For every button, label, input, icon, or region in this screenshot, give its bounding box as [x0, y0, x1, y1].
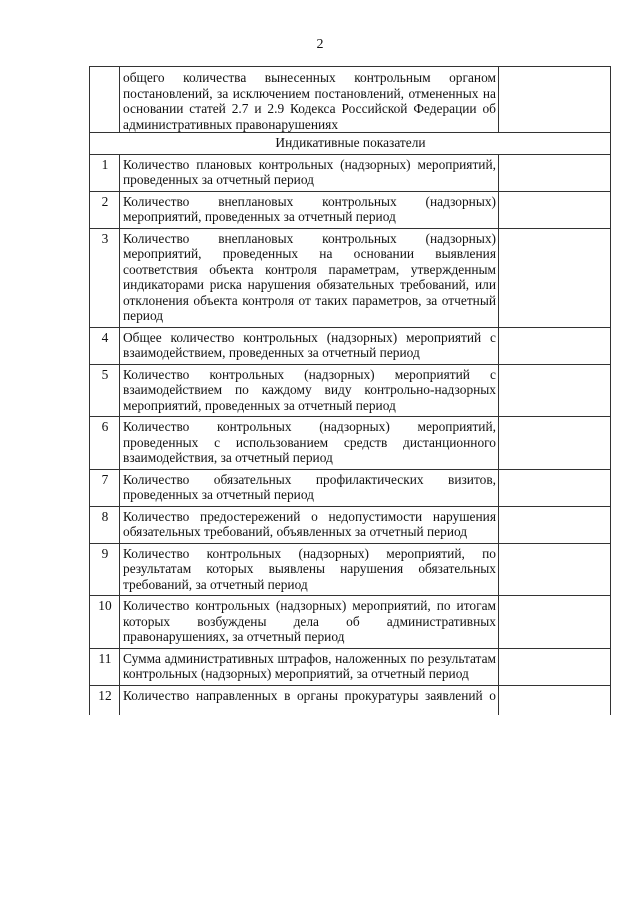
row-number: 8	[90, 506, 120, 543]
row-number: 6	[90, 417, 120, 470]
row-text: Количество контрольных (надзорных) мероприятий, по результатам которых выявлены нарушения обязательных требований, за отчетный период	[120, 543, 499, 596]
row-number: 11	[90, 648, 120, 685]
row-value-cell	[499, 154, 611, 191]
table-row	[90, 191, 611, 228]
row-text: Общее количество контрольных (надзорных) мероприятий с взаимодействием, проведенных за отчетный период	[120, 327, 499, 364]
section-header-row	[90, 133, 611, 155]
table-row	[90, 417, 611, 470]
row-text: Количество предостережений о недопустимости нарушения обязательных требований, объявленных за отчетный период	[120, 506, 499, 543]
table-row	[90, 506, 611, 543]
table-row	[90, 685, 611, 715]
row-number: 1	[90, 154, 120, 191]
row-value-cell	[499, 685, 611, 715]
table-row	[90, 327, 611, 364]
row-text: Количество плановых контрольных (надзорных) мероприятий, проведенных за отчетный период	[120, 154, 499, 191]
indicators-table	[89, 66, 611, 715]
continued-text: общего количества вынесенных контрольным органом постановлений, за исключением постановлений, отмененных на основании статей 2.7 и 2.9 Кодекса Российской Федерации об административных правонарушениях	[120, 67, 499, 133]
table-row	[90, 154, 611, 191]
table-row	[90, 228, 611, 327]
row-value-cell	[499, 327, 611, 364]
row-text: Количество направленных в органы прокуратуры заявлений о	[120, 685, 499, 715]
page-number: 2	[316, 37, 324, 52]
table-row	[90, 596, 611, 649]
row-number: 4	[90, 327, 120, 364]
row-text: Количество обязательных профилактических визитов, проведенных за отчетный период	[120, 469, 499, 506]
row-text: Сумма административных штрафов, наложенных по результатам контрольных (надзорных) мероприятий, за отчетный период	[120, 648, 499, 685]
row-value-cell	[499, 648, 611, 685]
row-number: 2	[90, 191, 120, 228]
row-value-cell	[499, 364, 611, 417]
row-text: Количество внеплановых контрольных (надзорных) мероприятий, проведенных на основании выявления соответствия объекта контроля параметрам, утвержденным индикаторами риска нарушения обязательных требований, или отклонения объекта контроля от таких параметров, за отчетный период	[120, 228, 499, 327]
row-value-cell	[499, 228, 611, 327]
continued-num-cell	[90, 67, 120, 133]
table-row	[90, 648, 611, 685]
row-number: 3	[90, 228, 120, 327]
table-row	[90, 364, 611, 417]
table-row	[90, 469, 611, 506]
continued-row	[90, 67, 611, 133]
row-number: 9	[90, 543, 120, 596]
table-row	[90, 543, 611, 596]
row-number: 12	[90, 685, 120, 715]
section-title: Индикативные показатели	[90, 133, 611, 155]
row-text: Количество контрольных (надзорных) мероприятий, по итогам которых возбуждены дела об административных правонарушениях, за отчетный период	[120, 596, 499, 649]
row-number: 7	[90, 469, 120, 506]
continued-value-cell	[499, 67, 611, 133]
row-value-cell	[499, 417, 611, 470]
row-value-cell	[499, 596, 611, 649]
row-number: 5	[90, 364, 120, 417]
row-value-cell	[499, 191, 611, 228]
row-value-cell	[499, 469, 611, 506]
row-value-cell	[499, 506, 611, 543]
row-text: Количество внеплановых контрольных (надзорных) мероприятий, проведенных за отчетный период	[120, 191, 499, 228]
row-value-cell	[499, 543, 611, 596]
row-text: Количество контрольных (надзорных) мероприятий с взаимодействием по каждому виду контрольно-надзорных мероприятий, проведенных за отчетный период	[120, 364, 499, 417]
row-text: Количество контрольных (надзорных) мероприятий, проведенных с использованием средств дистанционного взаимодействия, за отчетный период	[120, 417, 499, 470]
row-number: 10	[90, 596, 120, 649]
indicators-table-body	[90, 67, 611, 716]
